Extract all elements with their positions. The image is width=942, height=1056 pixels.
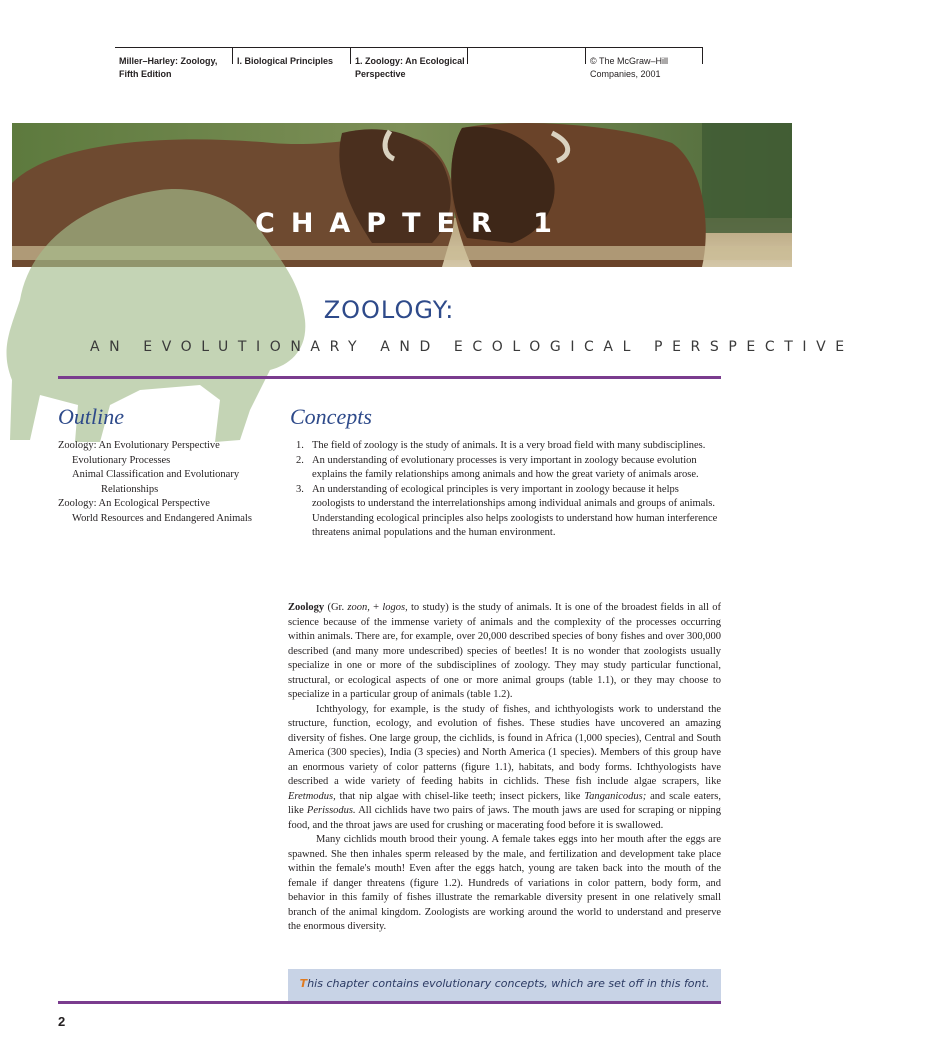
- note-drop-letter: T: [299, 977, 308, 990]
- body-span: +: [369, 602, 383, 613]
- body-span: (Gr.: [324, 602, 348, 613]
- body-italic: logos,: [382, 602, 408, 613]
- running-header-end-tick: [702, 48, 703, 64]
- concept-text: An understanding of ecological principles is very important in zoology because it helps zoologists to understand the interrelationships among individual animals and groups of animals. Understanding ecological principles also helps zoologists to understand how human interference threatens animal populations and the human environment.: [312, 483, 718, 538]
- outline-item: World Resources and Endangered Animals: [72, 512, 252, 524]
- body-italic: Eretmodus,: [288, 790, 336, 802]
- chapter-subtitle: AN EVOLUTIONARY AND ECOLOGICAL PERSPECTIVE: [90, 339, 854, 355]
- body-span: and scale eaters, like: [288, 790, 721, 816]
- concept-item: [290, 439, 720, 454]
- running-header: [115, 47, 703, 82]
- body-span: to study) is the study of animals. It is one of the broadest fields in all of science because of the immense variety of animals and the complexity of the processes occurring within animals. There are, for example, over 20,000 described species of bony fishes and over 300,000 described (and many more undescribed) species of beetles! It is no wonder that zoologists usually specialize in one or more of the subdisciplines of zoology. They may study particular functional, structural, or ecological aspects of one or more animal groups (table 1.1), or they may choose to specialize in a particular group of animals (table 1.2).: [288, 602, 722, 700]
- concepts-heading: Concepts: [290, 404, 372, 429]
- concepts-list: [290, 439, 720, 541]
- body-italic: Tanganicodus;: [584, 790, 647, 802]
- term-zoology: Zoology: [288, 602, 325, 613]
- body-span: Ichthyology, for example, is the study of fishes, and ichthyologists work to understand the structure, function, ecology, and evolution of fishes. These studies have uncovered an amazing diversity of fishes. One large group, the cichlids, is found in Africa (1,000 species), Central and South America (300 species), India (3 species) and North America (1 species). Members of this group have an enormous variety of color patterns (figure 1.1), habitats, and body forms. Ichthyologists have described a wide variety of feeding habits in cichlids. These fish include algae scrapers, like: [288, 703, 721, 787]
- evolutionary-concepts-note: [288, 969, 721, 1001]
- outline-item: Zoology: An Evolutionary Perspective: [58, 440, 220, 451]
- body-paragraph-1: [288, 601, 721, 703]
- chapter-line-2: Perspective: [355, 69, 406, 79]
- book-line-1: Miller–Harley: Zoology,: [119, 56, 218, 66]
- page-number: 2: [58, 1014, 66, 1029]
- outline-list: [58, 439, 278, 526]
- part-label: I. Biological Principles: [237, 56, 334, 66]
- concept-item: [290, 483, 720, 541]
- title-divider: [58, 376, 721, 379]
- copyright-line-2: Companies, 2001: [590, 69, 661, 79]
- body-span: All cichlids have two pairs of jaws. The mouth jaws are used for scraping or nipping food, and the throat jaws are used for crushing or macerating food before it is swallowed.: [288, 805, 721, 831]
- concept-text: An understanding of evolutionary processes is very important in zoology because evolution explains the family relationships among animals and how the great variety of animals arose.: [312, 454, 699, 480]
- running-header-part: [232, 48, 350, 64]
- body-paragraph-3: Many cichlids mouth brood their young. A female takes eggs into her mouth after the eggs are spawned. She then inhales sperm released by the male, and fertilization and development take place within the female's mouth! Even after the eggs hatch, young are taken back into the mouth of the female if danger threatens (figure 1.2). Hundreds of variations in color pattern, body form, and behavior in this family of fishes illustrate the remarkable diversity present in one relatively small branch of the animal kingdom. Zoologists are working around the world to understand and preserve the enormous diversity.: [288, 834, 721, 932]
- body-paragraph-2: [288, 703, 721, 834]
- body-text: [288, 601, 721, 935]
- running-header-copyright: [585, 48, 703, 79]
- chapter-line-1: 1. Zoology: An Ecological: [355, 56, 465, 66]
- body-span: that nip algae with chisel-like teeth; insect pickers, like: [335, 790, 585, 802]
- body-italic: zoon,: [347, 602, 370, 613]
- concept-number: 3.: [296, 483, 304, 495]
- outline-item: Animal Classification and Evolutionary: [72, 469, 240, 480]
- outline-item: Zoology: An Ecological Perspective: [58, 498, 210, 509]
- running-header-blank: [467, 48, 585, 64]
- concept-item: [290, 454, 720, 483]
- concept-text: The field of zoology is the study of animals. It is a very broad field with many subdisciplines.: [312, 440, 706, 451]
- copyright-line-1: © The McGraw–Hill: [590, 56, 668, 66]
- book-line-2: Fifth Edition: [119, 69, 172, 79]
- outline-heading: Outline: [58, 404, 124, 429]
- outline-item: Relationships: [101, 483, 159, 495]
- concept-number: 2.: [296, 454, 304, 466]
- concept-number: 1.: [296, 440, 304, 451]
- running-header-chapter: [350, 48, 468, 79]
- chapter-number-label: CHAPTER 1: [255, 208, 568, 239]
- chapter-title: ZOOLOGY:: [323, 296, 455, 324]
- footer-divider: [58, 1001, 721, 1004]
- note-text: his chapter contains evolutionary concepts, which are set off in this font.: [307, 977, 710, 990]
- body-italic: Perissodus.: [306, 805, 356, 816]
- running-header-book: [115, 48, 231, 82]
- outline-item: Evolutionary Processes: [72, 454, 171, 466]
